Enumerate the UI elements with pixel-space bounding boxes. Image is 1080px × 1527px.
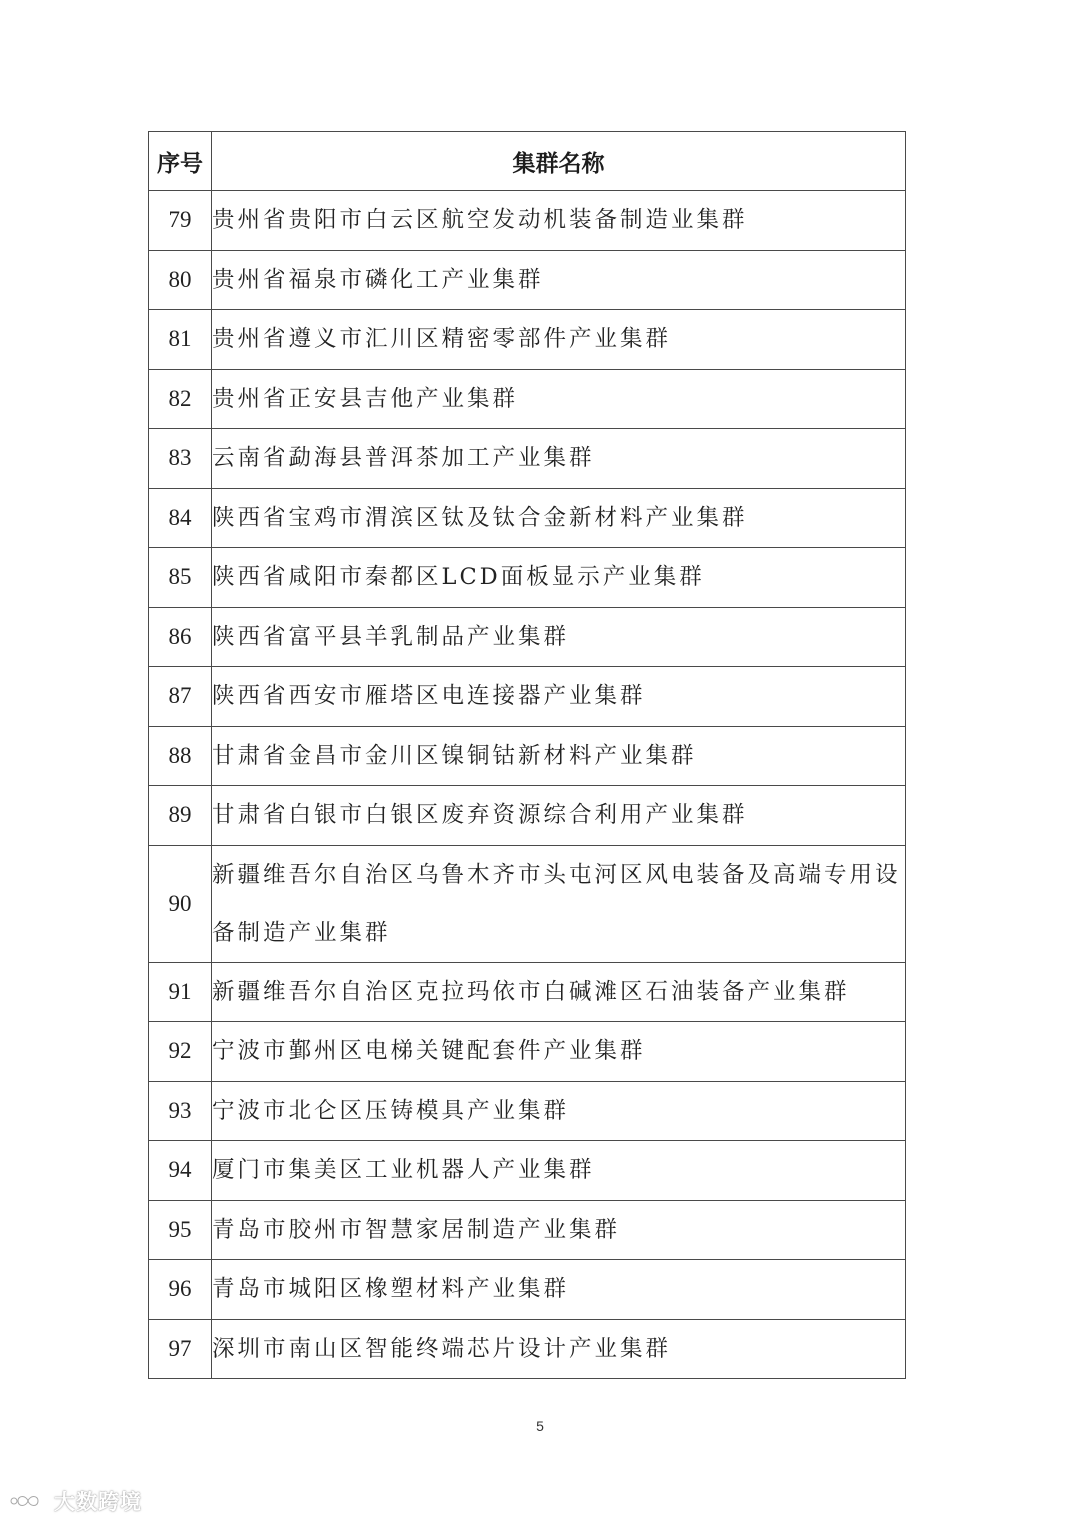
row-index: 95 xyxy=(149,1200,212,1260)
row-name: 贵州省正安县吉他产业集群 xyxy=(212,369,906,429)
infinity-logo-icon xyxy=(8,1489,48,1513)
table-row xyxy=(149,429,906,489)
table-row xyxy=(149,310,906,370)
watermark xyxy=(8,1487,142,1515)
row-index: 91 xyxy=(149,962,212,1022)
row-name: 甘肃省白银市白银区废弃资源综合利用产业集群 xyxy=(212,786,906,846)
table-row xyxy=(149,369,906,429)
row-name: 青岛市胶州市智慧家居制造产业集群 xyxy=(212,1200,906,1260)
table-row xyxy=(149,548,906,608)
row-index: 89 xyxy=(149,786,212,846)
row-index: 90 xyxy=(149,845,212,962)
row-name: 贵州省福泉市磷化工产业集群 xyxy=(212,250,906,310)
table-row xyxy=(149,667,906,727)
row-index: 86 xyxy=(149,607,212,667)
table-row xyxy=(149,191,906,251)
table-row xyxy=(149,1260,906,1320)
watermark-text: 大数跨境 xyxy=(54,1490,142,1514)
table-header-row xyxy=(149,132,906,191)
table-row xyxy=(149,1141,906,1201)
table-row xyxy=(149,1022,906,1082)
table-row xyxy=(149,1319,906,1379)
row-name: 青岛市城阳区橡塑材料产业集群 xyxy=(212,1260,906,1320)
row-index: 82 xyxy=(149,369,212,429)
row-index: 94 xyxy=(149,1141,212,1201)
row-name: 厦门市集美区工业机器人产业集群 xyxy=(212,1141,906,1201)
table-row xyxy=(149,488,906,548)
table-row xyxy=(149,786,906,846)
row-name: 宁波市北仑区压铸模具产业集群 xyxy=(212,1081,906,1141)
table-row xyxy=(149,1081,906,1141)
page-number: 5 xyxy=(536,1418,544,1434)
row-name: 宁波市鄞州区电梯关键配套件产业集群 xyxy=(212,1022,906,1082)
row-index: 84 xyxy=(149,488,212,548)
header-index: 序号 xyxy=(149,132,212,191)
row-index: 81 xyxy=(149,310,212,370)
row-name: 贵州省遵义市汇川区精密零部件产业集群 xyxy=(212,310,906,370)
row-index: 93 xyxy=(149,1081,212,1141)
row-name: 云南省勐海县普洱茶加工产业集群 xyxy=(212,429,906,489)
table-row xyxy=(149,250,906,310)
row-index: 96 xyxy=(149,1260,212,1320)
header-name: 集群名称 xyxy=(212,132,906,191)
row-index: 92 xyxy=(149,1022,212,1082)
row-index: 79 xyxy=(149,191,212,251)
row-name: 贵州省贵阳市白云区航空发动机装备制造业集群 xyxy=(212,191,906,251)
cluster-table xyxy=(148,131,906,1379)
row-name: 新疆维吾尔自治区克拉玛依市白碱滩区石油装备产业集群 xyxy=(212,962,906,1022)
table-row xyxy=(149,845,906,962)
row-name: 陕西省西安市雁塔区电连接器产业集群 xyxy=(212,667,906,727)
row-name: 甘肃省金昌市金川区镍铜钴新材料产业集群 xyxy=(212,726,906,786)
row-index: 83 xyxy=(149,429,212,489)
row-index: 85 xyxy=(149,548,212,608)
row-name: 新疆维吾尔自治区乌鲁木齐市头屯河区风电装备及高端专用设备制造产业集群 xyxy=(212,845,906,962)
table-row xyxy=(149,962,906,1022)
table-row xyxy=(149,1200,906,1260)
row-name: 陕西省咸阳市秦都区LCD面板显示产业集群 xyxy=(212,548,906,608)
row-index: 97 xyxy=(149,1319,212,1379)
row-name: 深圳市南山区智能终端芯片设计产业集群 xyxy=(212,1319,906,1379)
row-name: 陕西省宝鸡市渭滨区钛及钛合金新材料产业集群 xyxy=(212,488,906,548)
row-index: 88 xyxy=(149,726,212,786)
table-row xyxy=(149,726,906,786)
table-row xyxy=(149,607,906,667)
row-index: 80 xyxy=(149,250,212,310)
row-name: 陕西省富平县羊乳制品产业集群 xyxy=(212,607,906,667)
row-index: 87 xyxy=(149,667,212,727)
